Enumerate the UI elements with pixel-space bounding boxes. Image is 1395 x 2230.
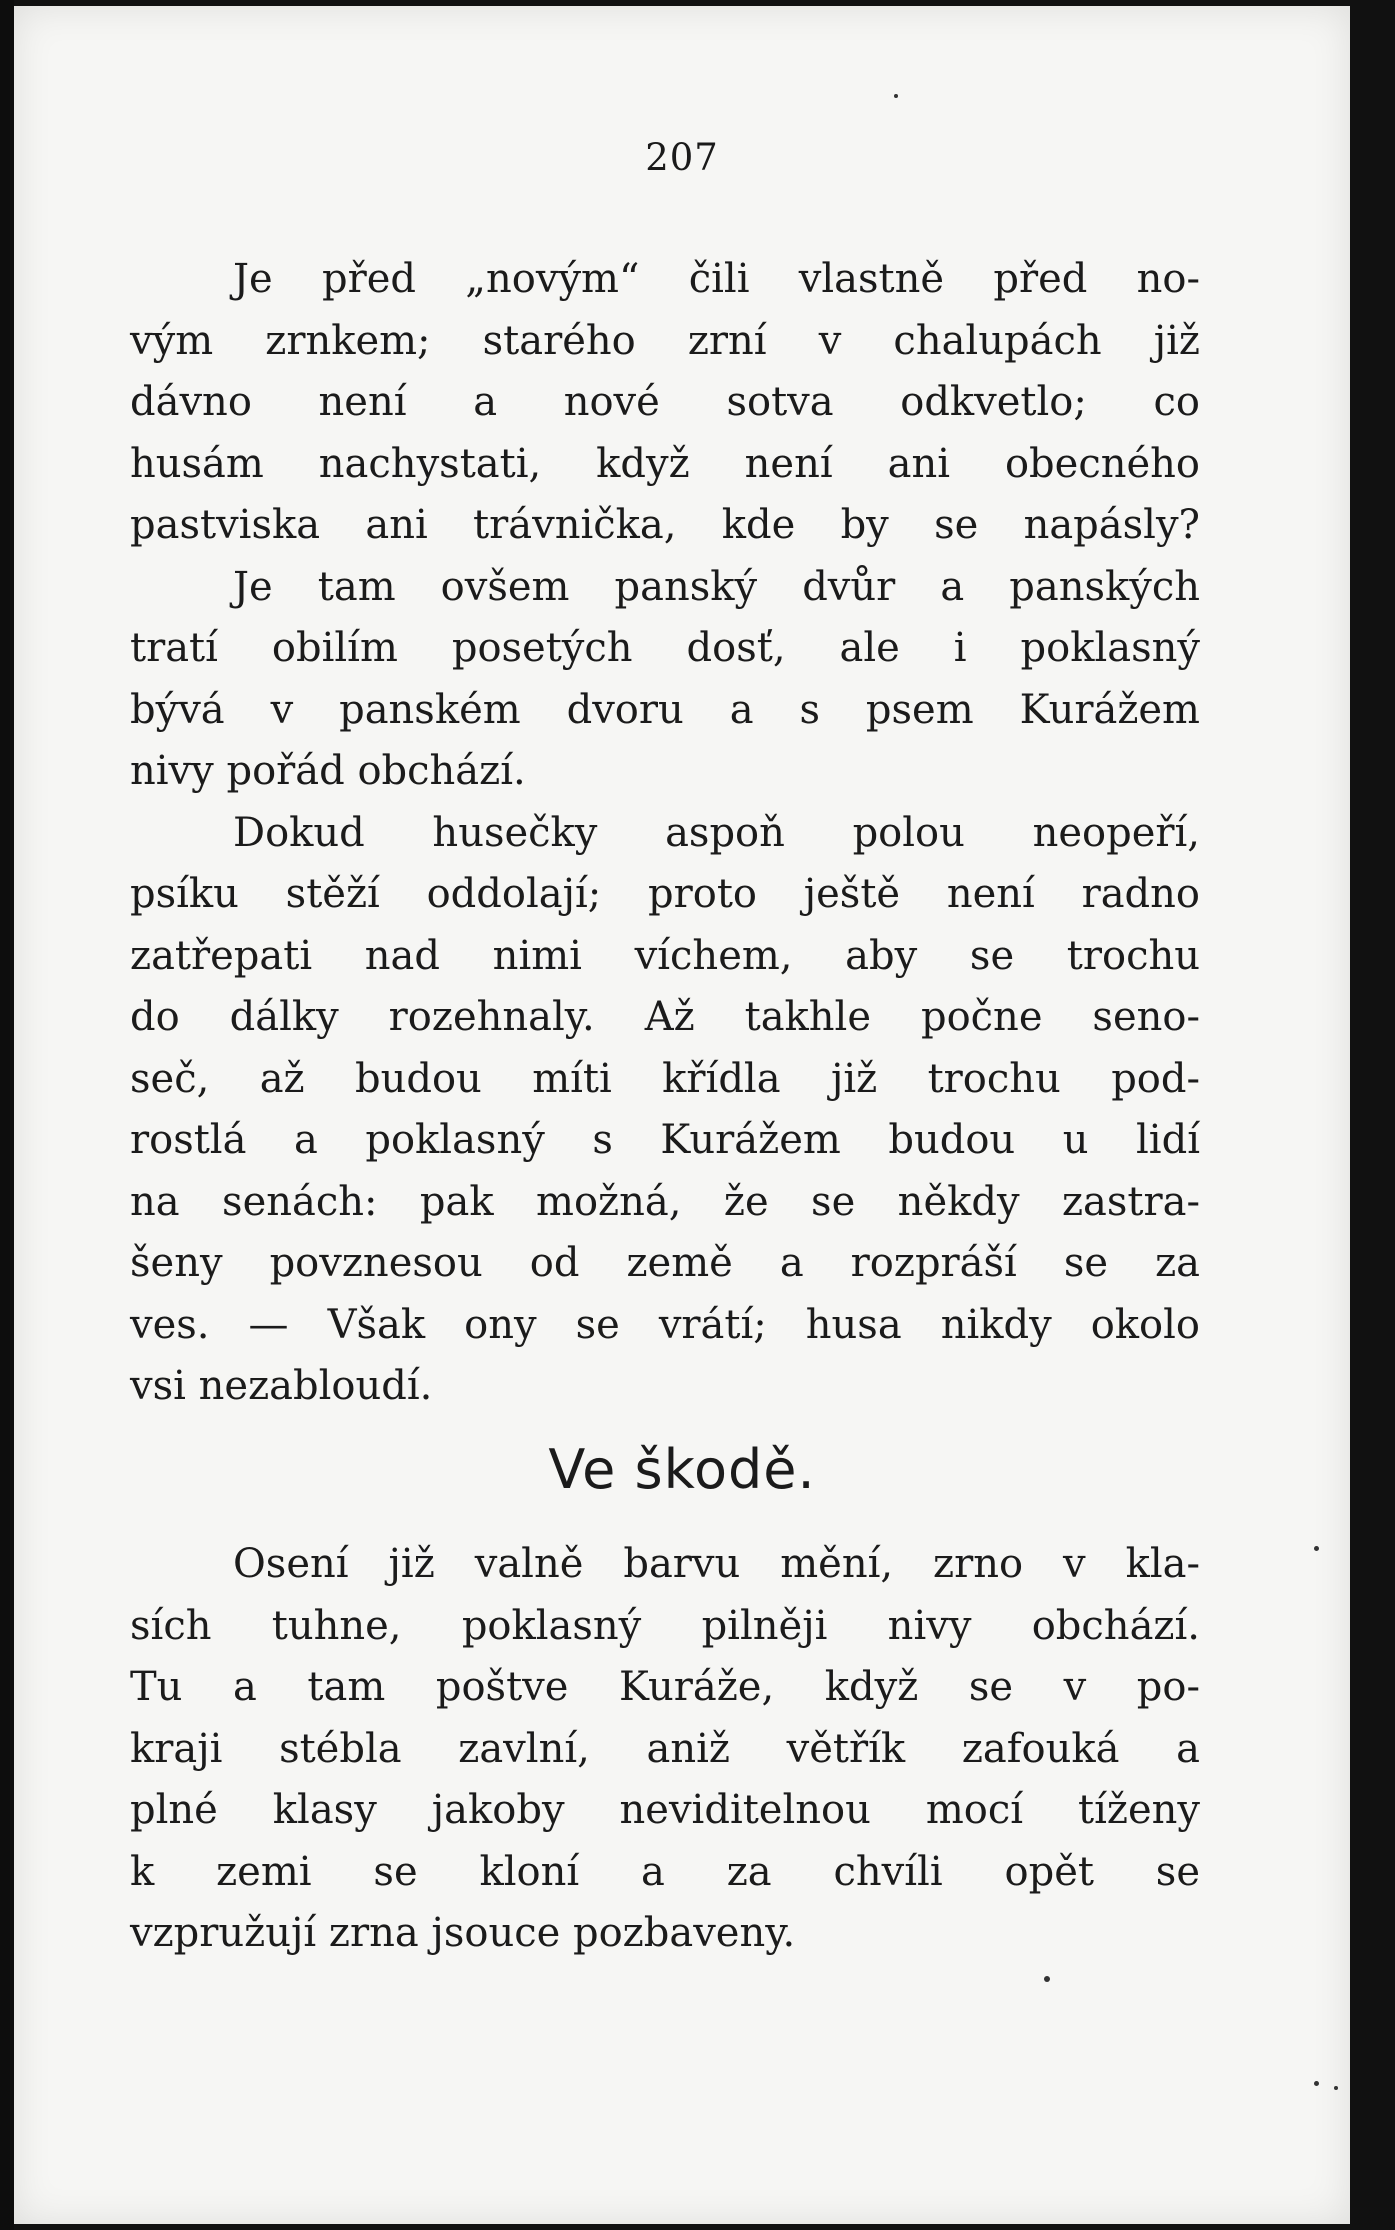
text-line: Dokud husečky aspoň polou neopeří, (233, 809, 1200, 856)
text-line: Osení již valně barvu mění, zrno v kla- (233, 1541, 1200, 1587)
text-line: bývá v panském dvoru a s psem Kurážem (130, 686, 1200, 733)
scan-speck (894, 94, 898, 98)
text-line: sích tuhne, poklasný pilněji nivy obchází. (130, 1602, 1200, 1649)
page-number: 207 (645, 136, 719, 179)
text-line: husám nachystati, když není ani obecného (130, 440, 1200, 487)
scan-speck (1314, 1546, 1319, 1551)
text-line: Je před „novým“ čili vlastně před no- (233, 256, 1200, 302)
scan-speck (1044, 1976, 1050, 1982)
text-line: vsi nezabloudí. (130, 1363, 433, 1409)
text-line: Tu a tam poštve Kuráže, když se v po- (130, 1664, 1200, 1710)
text-line: kraji stébla zavlní, aniž větřík zafouká a (130, 1725, 1200, 1772)
text-line: na senách: pak možná, že se někdy zastra- (130, 1178, 1200, 1225)
text-line: šeny povznesou od země a rozpráší se za (130, 1240, 1200, 1286)
text-line: ves. — Však ony se vrátí; husa nikdy okolo (130, 1301, 1200, 1348)
text-line: Je tam ovšem panský dvůr a panských (233, 563, 1200, 610)
text-line: do dálky rozehnaly. Až takhle počne seno- (130, 994, 1200, 1040)
text-line: nivy pořád obchází. (130, 748, 526, 794)
section-heading: Ve škodě. (548, 1438, 816, 1501)
text-line: zatřepati nad nimi víchem, aby se trochu (130, 932, 1200, 979)
scan-speck (1334, 2086, 1338, 2090)
text-line: rostlá a poklasný s Kurážem budou u lidí (130, 1117, 1200, 1163)
text-line: vým zrnkem; starého zrní v chalupách již (130, 317, 1200, 364)
text-line: vzpružují zrna jsouce pozbaveny. (130, 1910, 796, 1956)
text-section-1 (130, 249, 1200, 1418)
text-line: pastviska ani trávnička, kde by se napásly? (130, 502, 1200, 548)
scan-dark-edge (0, 0, 14, 2230)
text-line: psíku stěží oddolají; proto ještě není radno (130, 871, 1200, 917)
book-page (14, 6, 1350, 2224)
text-line: dávno není a nové sotva odkvetlo; co (130, 379, 1200, 425)
scan-speck (1314, 2081, 1319, 2086)
text-line: k zemi se kloní a za chvíli opět se (130, 1848, 1200, 1895)
text-line: plné klasy jakoby neviditelnou mocí tíženy (130, 1787, 1200, 1833)
text-line: seč, až budou míti křídla již trochu pod- (130, 1055, 1200, 1102)
text-line: tratí obilím posetých dosť, ale i poklasný (130, 625, 1200, 671)
text-section-2 (130, 1534, 1200, 1965)
